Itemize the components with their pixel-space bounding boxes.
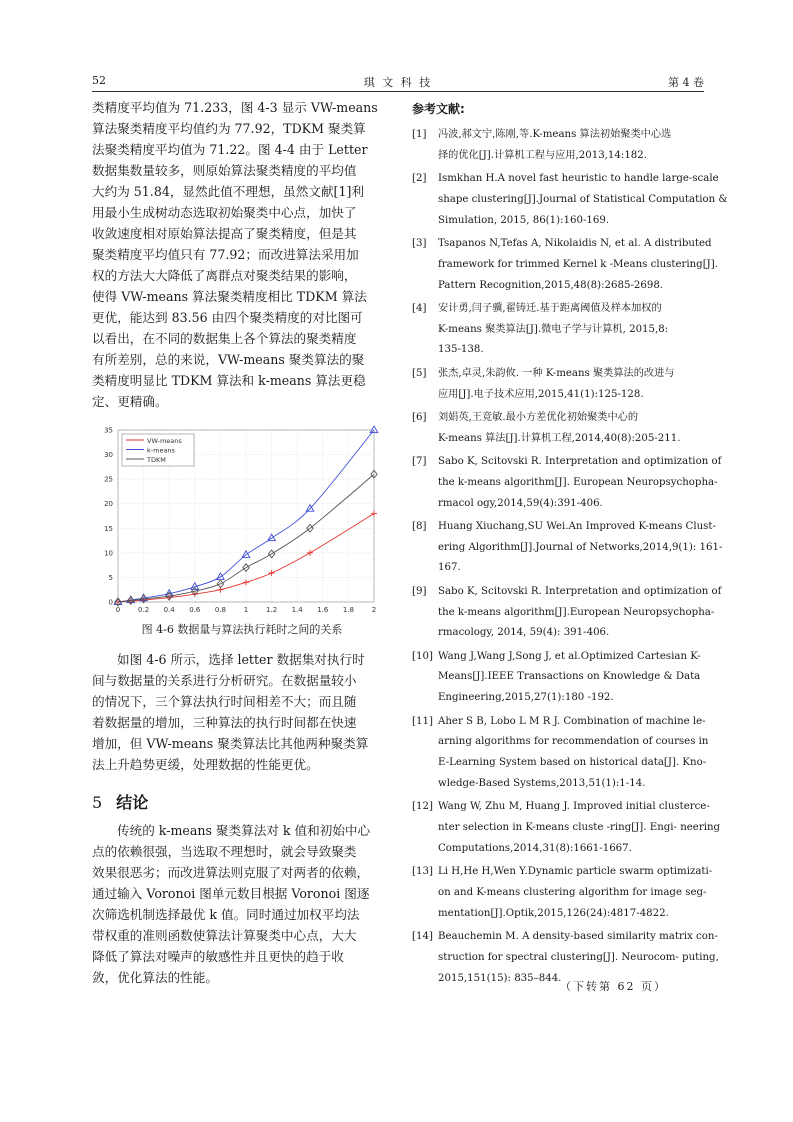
y-tick-label: 30	[104, 451, 113, 460]
reference-line: E-Learning System based on historical data[J]. Kno-	[438, 757, 707, 769]
line-chart	[92, 422, 392, 642]
continuation-note: （下转第 62 页）	[560, 980, 667, 993]
x-tick-label: 0.8	[214, 606, 226, 614]
reference-number: [7]	[412, 455, 427, 467]
volume-label: 第 4 卷	[668, 76, 704, 89]
legend-label: VW-means	[147, 437, 182, 445]
reference-line: 张杰,卓灵,朱韵攸. 一种 K-means 聚类算法的改进与	[438, 367, 675, 379]
reference-line: Pattern Recognition,2015,48(8):2685-2698.	[438, 279, 664, 291]
reference-line: Tsapanos N,Tefas A, Nikolaidis N, et al. A distributed	[438, 237, 712, 249]
reference-item	[412, 517, 723, 579]
text-line: 使得 VW-means 算法聚类精度相比 TDKM 算法	[92, 289, 367, 304]
reference-item	[412, 452, 722, 514]
reference-number: [2]	[412, 173, 427, 185]
text-line: 效果很恶劣；而改进算法则克服了对两者的依赖，	[92, 865, 370, 880]
reference-line: Beauchemin M. A density-based similarity matrix con-	[438, 930, 718, 942]
x-tick-label: 0.4	[163, 606, 175, 614]
reference-line: the k-means algorithm[J].European Neuropsychopha-	[438, 606, 715, 618]
reference-line: Wang J,Wang J,Song J, et al.Optimized Cartesian K-	[438, 650, 701, 662]
text-line: 间与数据量的关系进行分析研究。在数据量较小	[92, 673, 357, 688]
reference-line: on and K-means clustering algorithm for image seg-	[438, 886, 707, 898]
legend-label: k-means	[147, 446, 175, 455]
text-line: 有所差别，总的来说，VW-means 聚类算法的聚	[92, 352, 365, 367]
y-tick-label: 25	[104, 475, 113, 484]
reference-line: the k-means algorithm[J]. European Neuropsychopha-	[438, 476, 718, 488]
reference-item	[412, 408, 704, 450]
text-line: 定、更精确。	[92, 394, 168, 409]
reference-line: 2015,151(15): 835–844.	[438, 972, 562, 984]
y-tick-label: 10	[104, 549, 113, 558]
text-line: 数据集数量较多，则原始算法聚类精度的平均值	[92, 163, 357, 178]
reference-number: [4]	[412, 302, 427, 314]
text-line: 法上升趋势更缓，处理数据的性能更优。	[92, 757, 319, 772]
reference-line: Simulation, 2015, 86(1):160-169.	[438, 214, 610, 226]
reference-line: K-means 聚类算法[J].微电子学与计算机, 2015,8:	[438, 323, 669, 335]
text-line: 算法聚类精度平均值约为 77.92，TDKM 聚类算	[92, 121, 366, 136]
section-number: 5	[92, 793, 103, 812]
paragraph-results	[92, 97, 392, 412]
reference-item	[412, 125, 704, 167]
text-line: 类精度明显比 TDKM 算法和 k-means 算法更稳	[92, 373, 366, 388]
reference-line: rmacology, 2014, 59(4): 391-406.	[438, 627, 610, 639]
reference-line: rmacol ogy,2014,59(4):391-406.	[438, 497, 603, 509]
text-line: 用最小生成树动态选取初始聚类中心点，加快了	[92, 205, 357, 220]
figure-caption: 图 4-6 数据量与算法执行耗时之间的关系	[141, 623, 343, 636]
text-line: 着数据量的增加，三种算法的执行时间都在快速	[92, 715, 357, 730]
y-tick-label: 5	[108, 573, 113, 582]
page-header	[92, 74, 704, 90]
x-tick-label: 2	[371, 606, 377, 614]
reference-line: arning algorithms for recommendation of courses in	[438, 736, 709, 748]
text-line: 敛，优化算法的性能。	[92, 970, 218, 985]
right-column	[412, 97, 728, 992]
text-line: 带权重的准则函数使算法计算聚类中心点，大大	[92, 928, 357, 943]
reference-line: Huang Xiuchang,SU Wei.An Improved K-means Clust-	[438, 520, 716, 532]
reference-number: [10]	[412, 650, 433, 662]
text-line: 次筛选机制选择最优 k 值。同时通过加权平均法	[92, 907, 360, 922]
reference-line: Engineering,2015,27(1):180 -192.	[438, 692, 614, 704]
reference-line: 应用[J].电子技术应用,2015,41(1):125-128.	[438, 388, 644, 400]
header-rule	[92, 91, 704, 92]
x-tick-label: 1.6	[317, 606, 329, 614]
x-tick-label: 1.4	[291, 606, 303, 614]
reference-line: 安计勇,闫子骥,翟铸迁.基于距离阈值及样本加权的	[438, 302, 662, 314]
reference-number: [11]	[412, 715, 433, 727]
text-line: 通过输入 Voronoi 图单元数目根据 Voronoi 图逐	[92, 886, 370, 901]
paragraph-conclusion	[92, 820, 392, 988]
reference-item	[412, 169, 728, 231]
reference-number: [12]	[412, 801, 433, 813]
reference-item	[412, 582, 722, 644]
chart-svg	[92, 422, 392, 622]
references-title: 参考文献:	[412, 102, 465, 116]
y-tick-label: 0	[108, 598, 113, 607]
reference-line: wledge-Based Systems,2013,51(1):1-14.	[438, 777, 646, 789]
text-line: 更优，能达到 83.56 由四个聚类精度的对比图可	[92, 310, 363, 325]
reference-number: [6]	[412, 411, 427, 423]
reference-line: 刘娟英,王竞敏.最小方差优化初始聚类中心的	[438, 411, 639, 423]
reference-line: Ismkhan H.A novel fast heuristic to handle large-scale	[438, 173, 719, 185]
x-tick-label: 1	[243, 606, 249, 614]
reference-item	[412, 797, 721, 859]
reference-line: shape clustering[J].Journal of Statistical Computation &	[438, 193, 728, 205]
reference-item	[412, 712, 709, 795]
section-heading	[92, 790, 148, 813]
y-tick-label: 15	[104, 524, 113, 533]
reference-line: Computations,2014,31(8):1661-1667.	[438, 842, 632, 854]
left-column	[92, 97, 392, 412]
paragraph-timing	[92, 649, 392, 775]
reference-line: Aher S B, Lobo L M R J. Combination of machine le-	[438, 715, 706, 727]
reference-number: [8]	[412, 520, 427, 532]
x-tick-label: 0	[115, 606, 121, 614]
journal-name: 琪 文 科 技	[363, 76, 433, 89]
y-tick-label: 20	[104, 500, 113, 509]
reference-number: [9]	[412, 585, 427, 597]
reference-number: [3]	[412, 237, 427, 249]
reference-line: 择的优化[J].计算机工程与应用,2013,14:182.	[438, 149, 648, 161]
reference-line: ering Algorithm[J].Journal of Networks,2014,9(1): 161-	[438, 541, 723, 553]
text-line: 降低了算法对噪声的敏感性并且更快的趋于收	[92, 949, 344, 964]
reference-number: [14]	[412, 930, 433, 942]
reference-line: K-means 算法[J].计算机工程,2014,40(8):205-211.	[438, 432, 681, 444]
reference-line: framework for trimmed Kernel k -Means clustering[J].	[438, 258, 718, 270]
reference-list	[412, 125, 728, 989]
reference-item	[412, 364, 704, 406]
reference-line: Means[J].IEEE Transactions on Knowledge & Data	[438, 671, 701, 683]
text-line: 聚类精度平均值只有 77.92；而改进算法采用加	[92, 247, 359, 262]
page-number: 52	[92, 74, 106, 87]
text-line: 如图 4-6 所示，选择 letter 数据集对执行时	[117, 652, 365, 667]
text-line: 传统的 k-means 聚类算法对 k 值和初始中心	[117, 823, 371, 838]
text-line: 的情况下，三个算法执行时间相差不大；而且随	[92, 694, 357, 709]
text-line: 大约为 51.84，显然此值不理想，虽然文献[1]利	[92, 184, 364, 199]
reference-item	[412, 299, 704, 361]
reference-line: struction for spectral clustering[J]. Neurocom- puting,	[438, 951, 719, 963]
reference-line: 167.	[438, 562, 461, 574]
text-line: 增加，但 VW-means 聚类算法比其他两种聚类算	[92, 736, 369, 751]
reference-number: [13]	[412, 866, 433, 878]
reference-line: Sabo K, Scitovski R. Interpretation and optimization of	[438, 585, 722, 597]
reference-item	[412, 862, 713, 924]
reference-line: Sabo K, Scitovski R. Interpretation and optimization of	[438, 455, 722, 467]
left-column-lower	[92, 649, 392, 775]
y-tick-label: 35	[104, 426, 113, 435]
text-line: 以看出，在不同的数据集上各个算法的聚类精度	[92, 331, 357, 346]
reference-item	[412, 234, 718, 296]
reference-line: nter selection in K-means cluste -ring[J]. Engi- neering	[438, 822, 721, 833]
x-tick-label: 1.2	[266, 606, 278, 614]
text-line: 权的方法大大降低了离群点对聚类结果的影响，	[92, 268, 357, 283]
x-tick-label: 1.8	[342, 606, 354, 614]
x-tick-label: 0.6	[189, 606, 201, 614]
reference-line: Wang W, Zhu M, Huang J. Improved initial clusterce-	[438, 801, 710, 813]
text-line: 点的依赖很强，当选取不理想时，就会导致聚类	[92, 844, 357, 859]
reference-item	[412, 647, 704, 709]
reference-line: mentation[J].Optik,2015,126(24):4817-4822.	[438, 907, 669, 919]
reference-number: [5]	[412, 367, 427, 379]
text-line: 收敛速度相对原始算法提高了聚类精度，但是其	[92, 226, 357, 241]
legend-label: TDKM	[147, 456, 166, 464]
x-tick-label: 0.2	[138, 606, 150, 614]
reference-line: 冯波,郝文宁,陈刚,等.K-means 算法初始聚类中心选	[438, 129, 672, 140]
left-column-conclusion	[92, 820, 392, 988]
text-line: 类精度平均值为 71.233，图 4-3 显示 VW-means	[92, 100, 378, 115]
reference-line: 135-138.	[438, 344, 484, 356]
section-title: 结论	[116, 793, 149, 812]
reference-number: [1]	[412, 129, 427, 140]
reference-line: Li H,He H,Wen Y.Dynamic particle swarm optimizati-	[438, 866, 713, 878]
text-line: 法聚类精度平均值为 71.22。图 4-4 由于 Letter	[92, 142, 368, 157]
